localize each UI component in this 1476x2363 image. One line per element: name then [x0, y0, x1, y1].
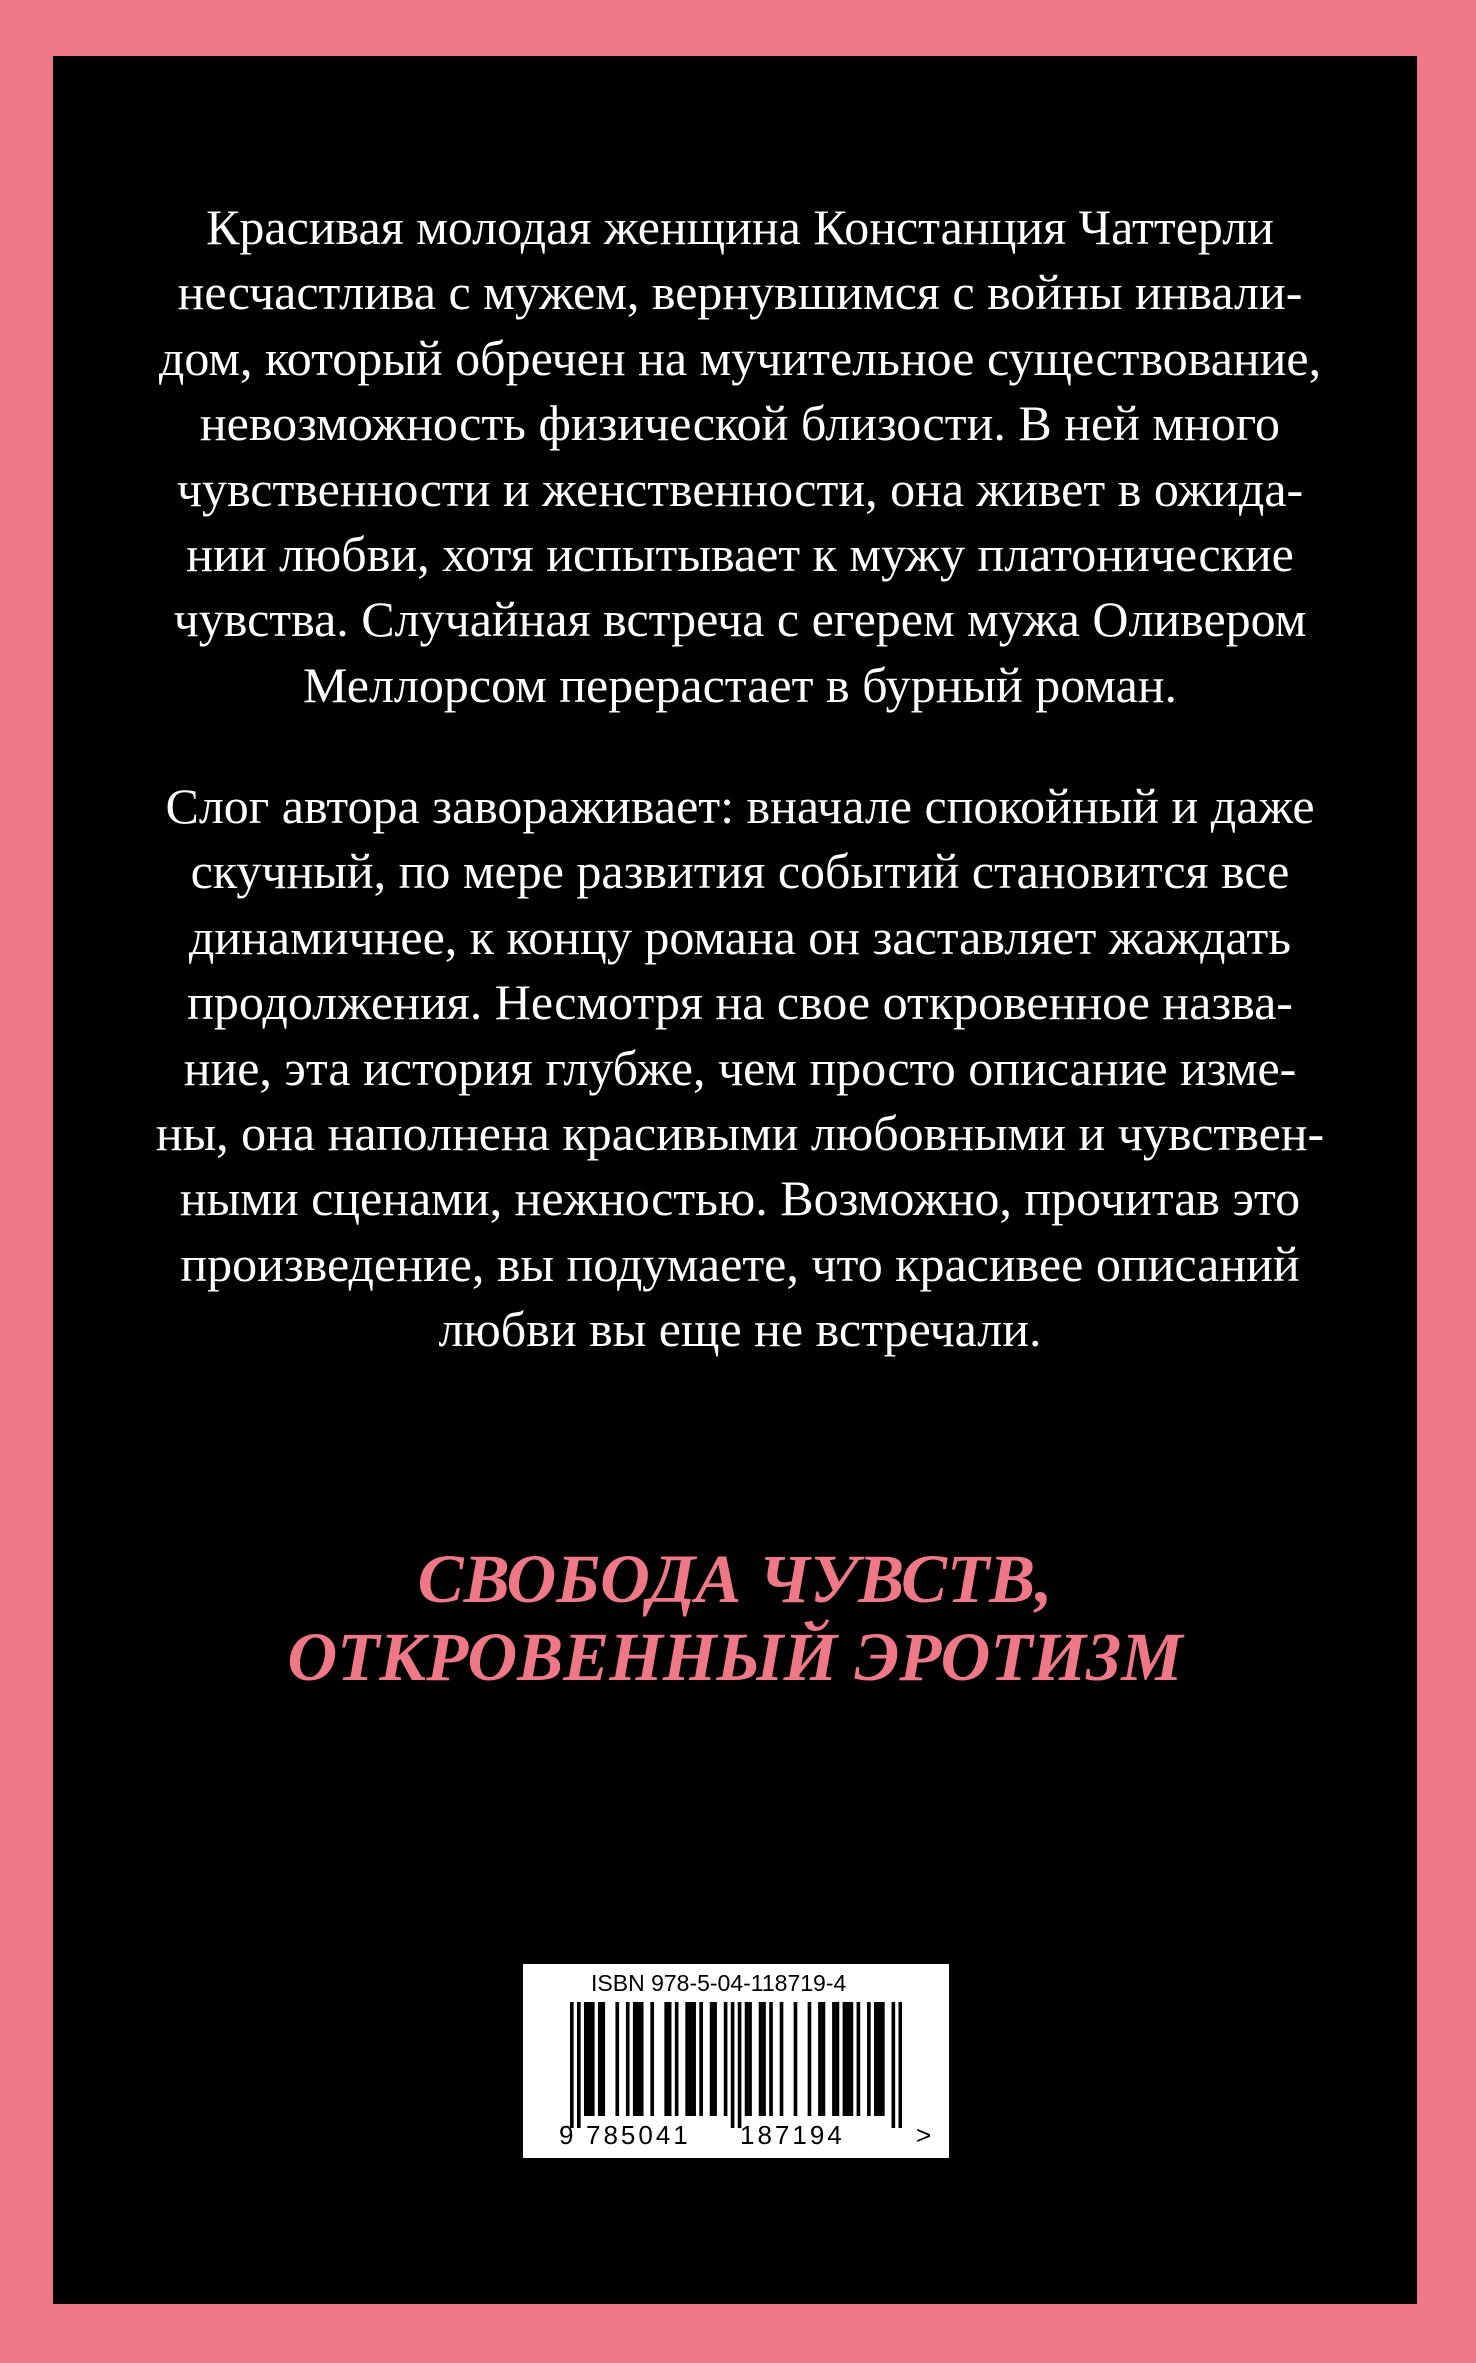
barcode-bar	[699, 2002, 703, 2116]
barcode-bar	[689, 2002, 693, 2116]
description-line: чувственности и женственности, она живет в ожида-	[176, 460, 1304, 517]
barcode-bar	[601, 2002, 605, 2116]
barcode-bar	[713, 2002, 717, 2116]
barcode-bar	[615, 2002, 619, 2116]
barcode-bar	[843, 2002, 847, 2116]
barcode-bar	[822, 2002, 826, 2116]
description-line: ны, она наполнена красивыми любовными и чувствен-	[155, 1105, 1325, 1162]
barcode-guard-bar	[731, 2002, 735, 2128]
barcode-bar	[668, 2002, 672, 2116]
barcode-bar	[685, 2002, 689, 2116]
barcode-arrow: >	[916, 2120, 935, 2150]
barcode-bar	[626, 2002, 630, 2116]
barcode-bar	[832, 2002, 836, 2116]
description-line: чувства. Случайная встреча с егерем мужа Оливером	[173, 591, 1307, 648]
barcode-digits	[559, 2120, 939, 2154]
barcode-bar	[850, 2002, 854, 2116]
description-line: продолжения. Несмотря на свое откровенное назва-	[187, 974, 1293, 1031]
barcode-bar	[636, 2002, 640, 2116]
barcode-bar	[857, 2002, 861, 2116]
description-line: динамичнее, к концу романа он заставляет жаждать	[188, 908, 1292, 965]
description-paragraph-1	[105, 195, 1375, 718]
barcode-bar	[836, 2002, 840, 2116]
description-line: несчастлива с мужем, вернувшимся с войны инвали-	[177, 264, 1303, 321]
description-paragraph-2	[105, 774, 1375, 1363]
barcode-bar	[759, 2002, 763, 2116]
barcode-bar	[591, 2002, 595, 2116]
slogan-line-2: ОТКРОВЕННЫЙ ЭРОТИЗМ	[287, 1619, 1183, 1695]
description-line: дом, который обречен на мучительное существование,	[158, 329, 1322, 386]
description-line: ными сценами, нежностью. Возможно, прочитав это	[179, 1170, 1301, 1227]
barcode-bar	[808, 2002, 812, 2116]
barcode-bar	[769, 2002, 773, 2116]
barcode-bar	[780, 2002, 784, 2116]
barcode-left-group: 785041	[586, 2120, 691, 2150]
slogan-line-1: СВОБОДА ЧУВСТВ,	[417, 1541, 1053, 1617]
barcode-guard-bar	[892, 2002, 896, 2128]
barcode-bar	[724, 2002, 728, 2116]
barcode-bar	[675, 2002, 679, 2116]
description-line: произведение, вы подумаете, что красивее описаний	[180, 1235, 1300, 1292]
description-line: Слог автора завораживает: вначале спокойный и даже	[165, 778, 1315, 834]
barcode-guard-bar	[570, 2002, 574, 2128]
barcode-bar	[846, 2002, 850, 2116]
barcode-bar	[874, 2002, 878, 2116]
barcode-bar	[633, 2002, 637, 2116]
barcode-bar	[867, 2002, 871, 2116]
barcode-bar	[881, 2002, 885, 2116]
description-line: любви вы еще не встречали.	[438, 1301, 1042, 1358]
barcode-guard-bar	[577, 2002, 581, 2128]
barcode-bar	[745, 2002, 749, 2116]
slogan	[53, 1540, 1417, 1696]
description-line: нии любви, хотя испытывает к мужу платонические	[186, 526, 1294, 583]
barcode-first-digit: 9	[559, 2120, 577, 2150]
barcode-guard-bar	[738, 2002, 742, 2128]
barcode-bar	[598, 2002, 602, 2116]
barcode-right-group: 187194	[740, 2120, 845, 2150]
barcode-bar	[748, 2002, 752, 2116]
description-line: ние, эта история глубже, чем просто описание изме-	[183, 1039, 1297, 1096]
barcode-bar	[710, 2002, 714, 2116]
isbn-barcode	[523, 1964, 949, 2158]
barcode-bar	[584, 2002, 588, 2116]
barcode-bar	[650, 2002, 654, 2116]
barcode-bar	[640, 2002, 644, 2116]
description-line: Красивая молодая женщина Констанция Чаттерли	[206, 199, 1274, 255]
barcode-guard-bar	[899, 2002, 902, 2128]
description-line: скучный, по мере развития событий становится все	[190, 843, 1290, 900]
isbn-label: ISBN 978-5-04-118719-4	[591, 1970, 847, 1996]
description-line: Меллорсом перерастает в бурный роман.	[302, 656, 1178, 713]
barcode-bar	[762, 2002, 766, 2116]
back-cover-panel	[53, 56, 1417, 2304]
barcode-bar	[587, 2002, 591, 2116]
barcode-bar	[794, 2002, 798, 2116]
description-line: невозможность физической близости. В ней много	[199, 395, 1281, 452]
barcode-bar	[818, 2002, 822, 2116]
barcode-bar	[878, 2002, 882, 2116]
barcode-bar	[692, 2002, 696, 2116]
barcode-bar	[664, 2002, 668, 2116]
barcode-bars	[570, 2002, 902, 2128]
